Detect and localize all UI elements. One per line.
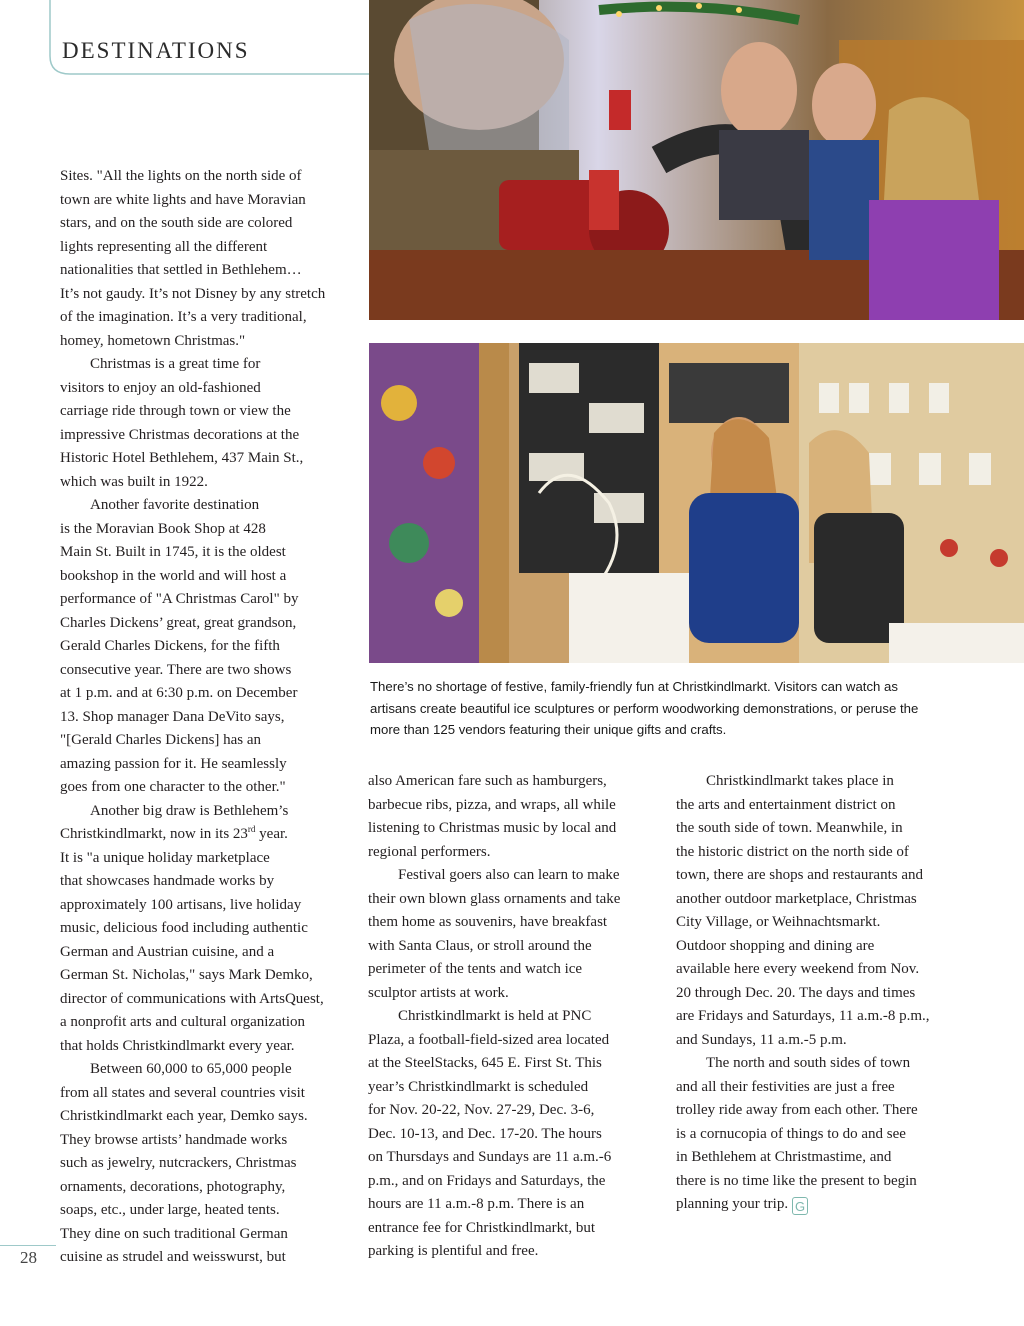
text-line: director of communications with ArtsQuest,	[60, 990, 324, 1007]
text-line: perimeter of the tents and watch ice	[368, 961, 583, 977]
end-mark-icon: G	[792, 1197, 808, 1215]
text-fragment: planning your trip.	[676, 1196, 789, 1212]
text-line: year’s Christkindlmarkt is scheduled	[368, 1078, 589, 1095]
text-line: a nonprofit arts and cultural organization	[60, 1014, 306, 1030]
caption-line: There’s no shortage of festive, family-friendly fun at Christkindlmarkt. Visitors can watch as	[370, 679, 898, 694]
text-line: sculptor artists at work.	[368, 984, 509, 1001]
caption-line: more than 125 vendors featuring their unique gifts and crafts.	[370, 722, 727, 737]
text-line: German St. Nicholas," says Mark Demko,	[60, 967, 313, 983]
text-line: 20 through Dec. 20. The days and times	[676, 984, 916, 1001]
text-line: Plaza, a football-field-sized area located	[368, 1031, 610, 1048]
text-line: performance of "A Christmas Carol" by	[60, 591, 299, 607]
text-line: impressive Christmas decorations at the	[60, 426, 300, 443]
text-line	[60, 823, 356, 847]
text-line: in Bethlehem at Christmastime, and	[676, 1149, 892, 1165]
text-line: Gerald Charles Dickens, for the fifth	[60, 638, 280, 654]
text-line: City Village, or Weihnachtsmarkt.	[676, 914, 881, 930]
text-line: Christkindlmarkt takes place in	[706, 773, 894, 789]
text-line: Christkindlmarkt each year, Demko says.	[60, 1108, 308, 1124]
text-line: bookshop in the world and will host a	[60, 567, 287, 584]
text-line: They dine on such traditional German	[60, 1225, 288, 1242]
text-line	[676, 1193, 966, 1217]
text-line: trolley ride away from each other. There	[676, 1102, 918, 1118]
text-line: also American fare such as hamburgers,	[368, 773, 607, 789]
text-line: the arts and entertainment district on	[676, 796, 896, 813]
photo-woodturner	[369, 0, 1024, 320]
text-line: that showcases handmade works by	[60, 873, 275, 889]
text-line: consecutive year. There are two shows	[60, 661, 292, 678]
text-line: 13. Shop manager Dana DeVito says,	[60, 708, 285, 725]
text-line: available here every weekend from Nov.	[676, 961, 920, 977]
folio-rule	[0, 1245, 56, 1246]
text-line: them home as souvenirs, have breakfast	[368, 914, 608, 930]
text-line: are Fridays and Saturdays, 11 a.m.-8 p.m.,	[676, 1008, 930, 1024]
text-line: carriage ride through town or view the	[60, 403, 291, 419]
text-line: there is no time like the present to begin	[676, 1172, 917, 1189]
text-line: Outdoor shopping and dining are	[676, 937, 875, 954]
text-line: at the SteelStacks, 645 E. First St. This	[368, 1055, 602, 1071]
text-line: Dec. 10-13, and Dec. 17-20. The hours	[368, 1125, 602, 1142]
text-line: another outdoor marketplace, Christmas	[676, 890, 917, 907]
page-number: 28	[20, 1248, 37, 1267]
caption-line: artisans create beautiful ice sculptures or perform woodworking demonstrations, or peruse the	[370, 700, 919, 716]
text-line: It’s not gaudy. It’s not Disney by any stretch	[60, 285, 326, 302]
text-line: goes from one character to the other."	[60, 779, 286, 795]
text-line: entrance fee for Christkindlmarkt, but	[368, 1219, 596, 1236]
text-line: The north and south sides of town	[706, 1055, 911, 1071]
article-column-2	[368, 770, 658, 1264]
text-line: visitors to enjoy an old-fashioned	[60, 379, 261, 396]
text-line: homey, hometown Christmas."	[60, 332, 246, 349]
text-line: listening to Christmas music by local and	[368, 820, 617, 836]
text-line: the south side of town. Meanwhile, in	[676, 820, 903, 836]
text-line: the historic district on the north side of	[676, 843, 909, 860]
text-line: p.m., and on Fridays and Saturdays, the	[368, 1172, 606, 1189]
text-fragment: Christkindlmarkt, now in its 23	[60, 826, 248, 842]
text-line: hours are 11 a.m.-8 p.m. There is an	[368, 1196, 585, 1212]
text-line: such as jewelry, nutcrackers, Christmas	[60, 1155, 297, 1171]
text-line: and all their festivities are just a free	[676, 1078, 895, 1095]
text-line: town are white lights and have Moravian	[60, 191, 306, 208]
text-line: Christmas is a great time for	[90, 356, 261, 372]
text-line: at 1 p.m. and at 6:30 p.m. on December	[60, 685, 298, 701]
text-line: which was built in 1922.	[60, 473, 208, 490]
text-line: on Thursdays and Sundays are 11 a.m.-6	[368, 1149, 612, 1165]
text-line: that holds Christkindlmarkt every year.	[60, 1037, 295, 1054]
text-line: Charles Dickens’ great, great grandson,	[60, 614, 297, 631]
text-line: is a cornucopia of things to do and see	[676, 1125, 906, 1142]
text-line: music, delicious food including authentic	[60, 920, 308, 936]
text-line: town, there are shops and restaurants and	[676, 867, 924, 883]
text-line: with Santa Claus, or stroll around the	[368, 937, 592, 954]
text-line: amazing passion for it. He seamlessly	[60, 755, 287, 772]
article-column-1	[60, 165, 356, 1270]
text-line: "[Gerald Charles Dickens] has an	[60, 732, 262, 748]
text-line: lights representing all the different	[60, 238, 268, 255]
text-fragment: year.	[255, 826, 288, 842]
text-line: stars, and on the south side are colored	[60, 215, 293, 231]
text-line: approximately 100 artisans, live holiday	[60, 896, 302, 913]
text-line: their own blown glass ornaments and take	[368, 890, 621, 907]
text-line: Christkindlmarkt is held at PNC	[398, 1008, 592, 1024]
text-line: for Nov. 20-22, Nov. 27-29, Dec. 3-6,	[368, 1102, 595, 1118]
text-line: and Sundays, 11 a.m.-5 p.m.	[676, 1031, 847, 1048]
text-line: Historic Hotel Bethlehem, 437 Main St.,	[60, 450, 304, 466]
photo-vendor-booth	[369, 343, 1024, 663]
section-header	[0, 0, 370, 78]
text-line: Festival goers also can learn to make	[398, 867, 620, 883]
text-line: soaps, etc., under large, heated tents.	[60, 1202, 280, 1218]
text-line: Another favorite destination	[90, 497, 260, 513]
text-line: Sites. "All the lights on the north side of	[60, 168, 302, 184]
text-line: is the Moravian Book Shop at 428	[60, 520, 266, 537]
text-line: German and Austrian cuisine, and a	[60, 943, 275, 960]
text-line: Another big draw is Bethlehem’s	[90, 802, 289, 819]
text-line: ornaments, decorations, photography,	[60, 1178, 286, 1195]
text-line: nationalities that settled in Bethlehem…	[60, 262, 302, 278]
photo-caption	[370, 676, 970, 741]
article-column-3	[676, 770, 966, 1217]
text-line: from all states and several countries visit	[60, 1084, 305, 1101]
text-line: barbecue ribs, pizza, and wraps, all while	[368, 796, 616, 813]
text-line: of the imagination. It’s a very traditional,	[60, 309, 307, 325]
ordinal-suffix: rd	[247, 824, 256, 834]
text-line: Between 60,000 to 65,000 people	[90, 1061, 292, 1077]
text-line: They browse artists’ handmade works	[60, 1131, 288, 1148]
text-line: regional performers.	[368, 843, 491, 860]
section-title: DESTINATIONS	[62, 38, 250, 63]
text-line: parking is plentiful and free.	[368, 1243, 539, 1259]
text-line: Main St. Built in 1745, it is the oldest	[60, 544, 286, 560]
text-line: It is "a unique holiday marketplace	[60, 849, 270, 866]
text-line: cuisine as strudel and weisswurst, but	[60, 1249, 286, 1265]
